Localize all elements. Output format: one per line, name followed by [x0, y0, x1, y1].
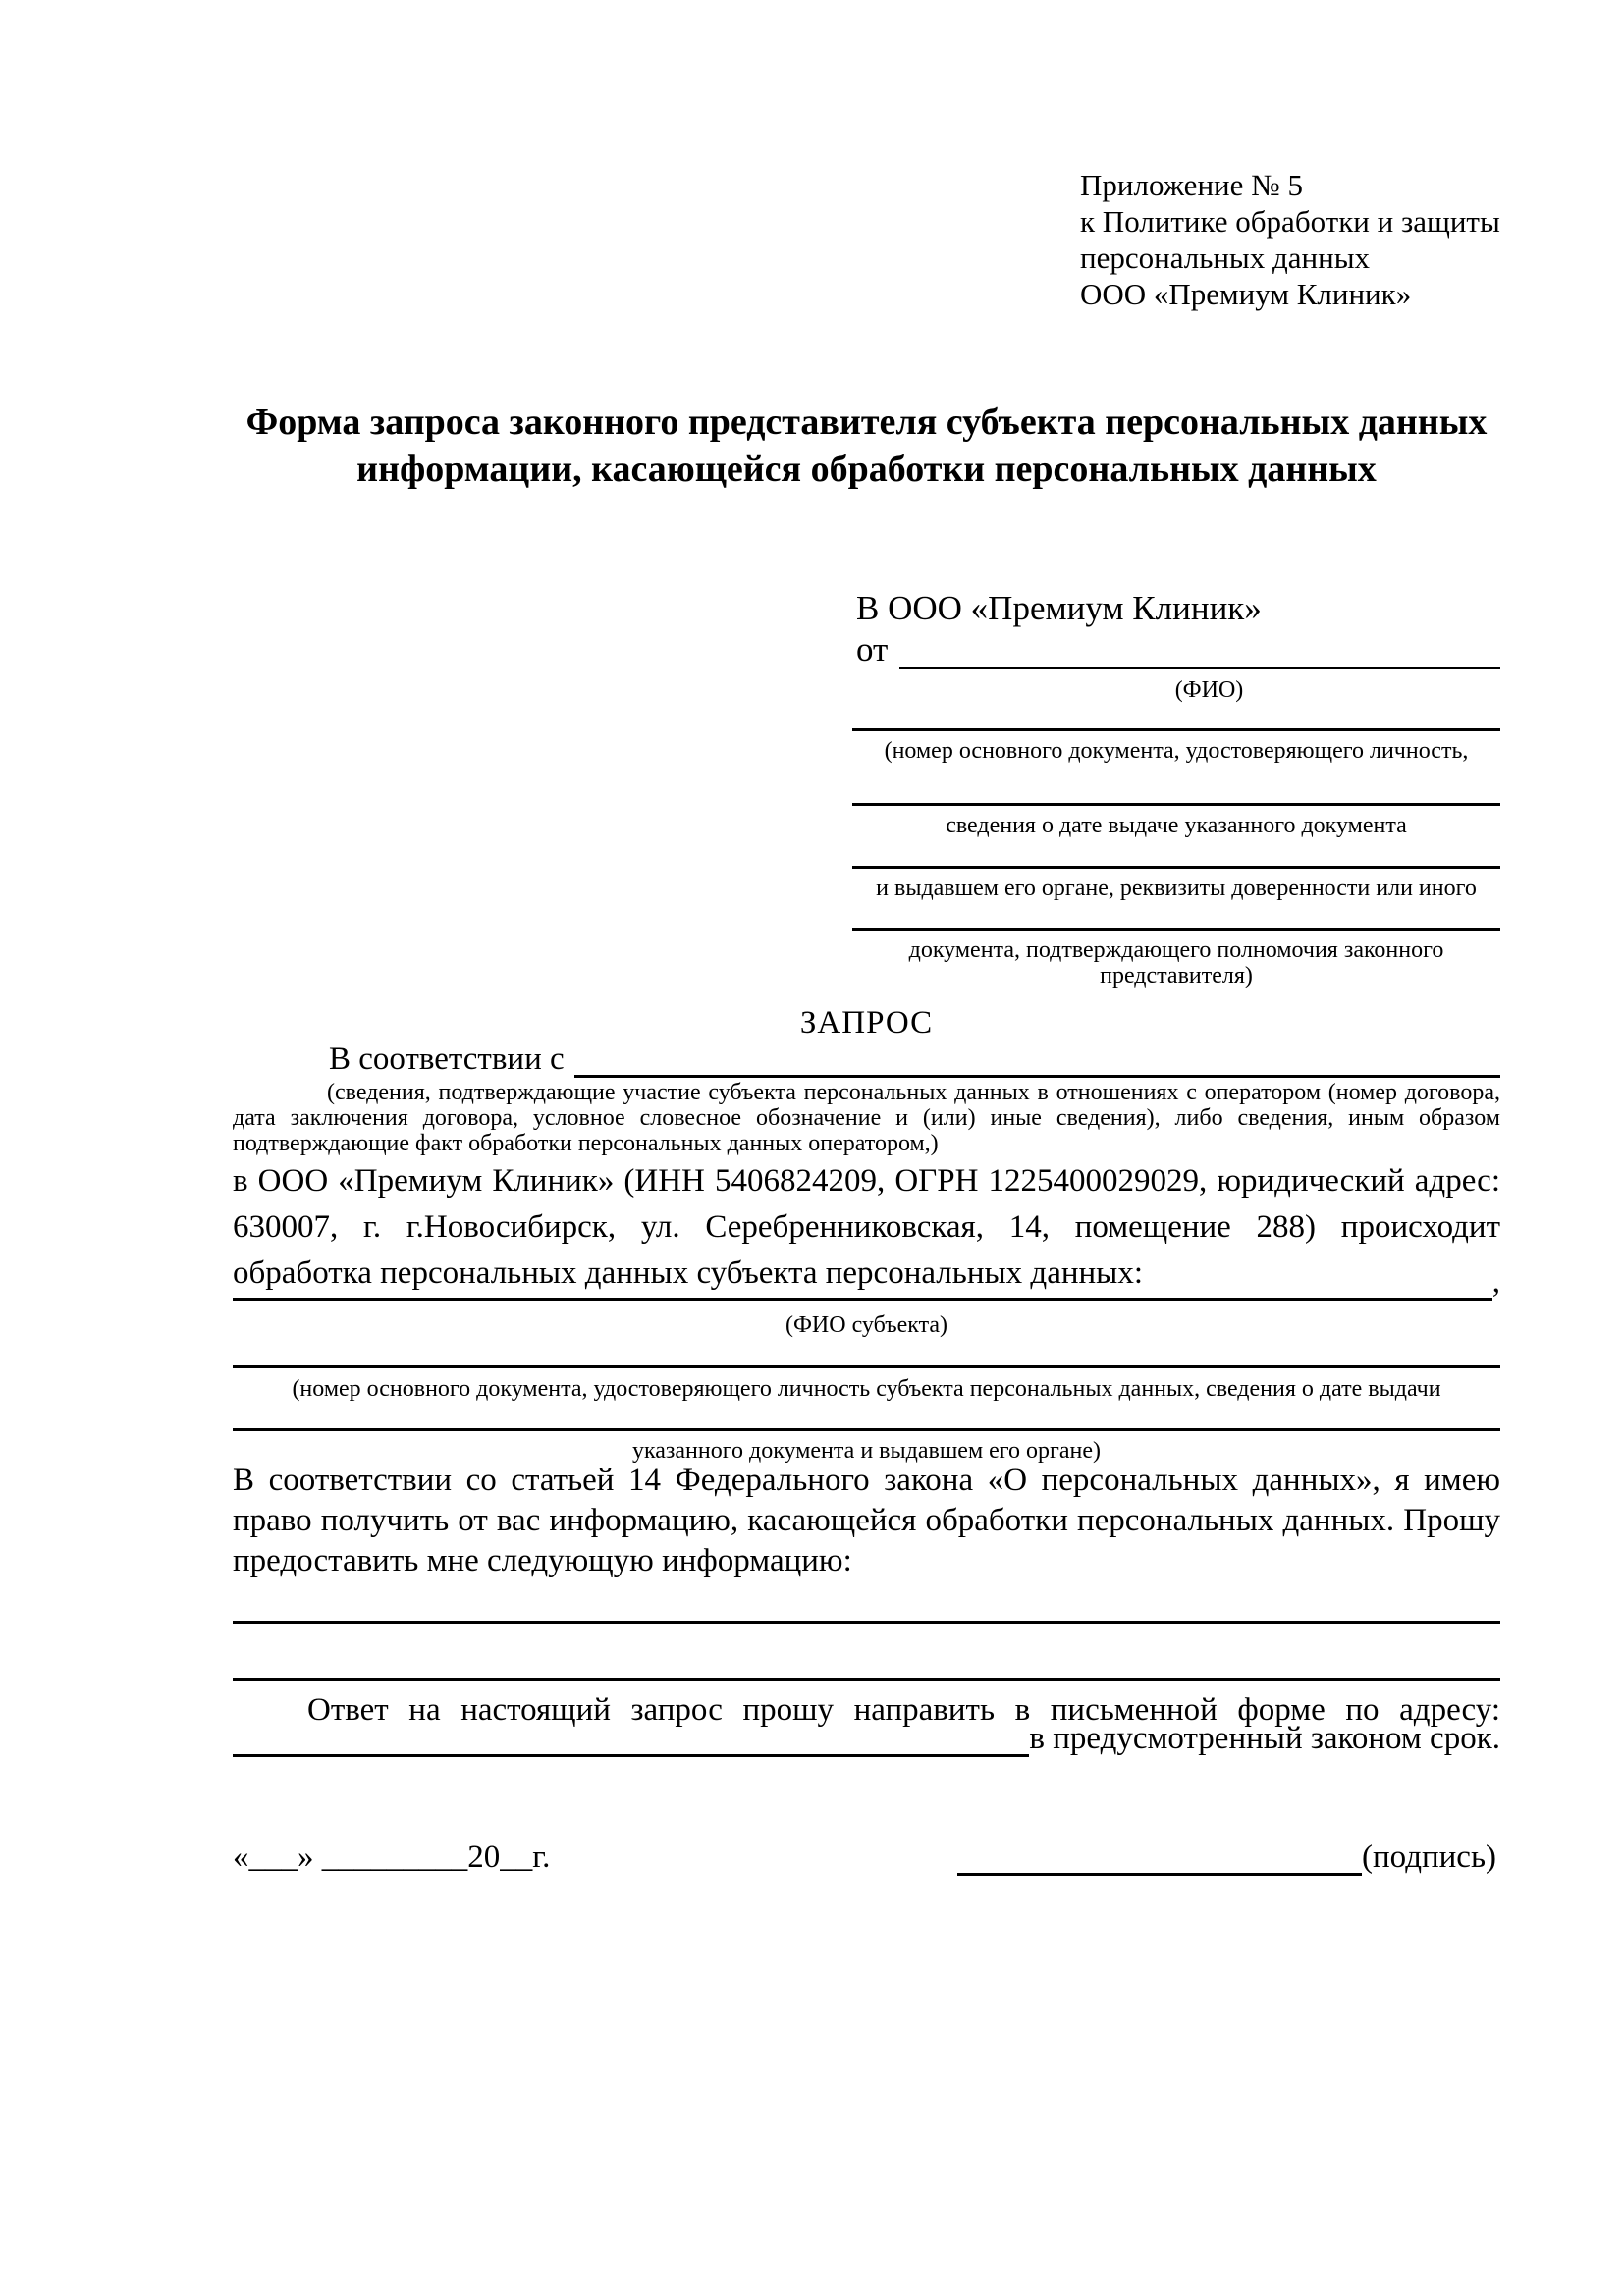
document-title-line1: Форма запроса законного представителя субъекта персональных данных — [245, 401, 1488, 443]
representative-doc-line-4 — [852, 928, 1500, 931]
appendix-number: Приложение № 5 — [1080, 168, 1303, 202]
response-suffix: в предусмотренный законом срок. — [1029, 1721, 1500, 1756]
appendix-company: ООО «Премиум Клиник» — [1080, 277, 1412, 311]
accordance-field-row — [233, 1039, 1500, 1078]
representative-doc-caption-1: (номер основного документа, удостоверяющего личность, — [884, 738, 1469, 764]
response-paragraph: Ответ на настоящий запрос прошу направить в письменной форме по адресу: — [307, 1692, 1500, 1728]
document-title-line2: информации, касающейся обработки персональных данных — [356, 449, 1377, 490]
representative-doc-line-1 — [852, 728, 1500, 731]
response-address-row — [233, 1722, 1500, 1757]
document-title — [233, 399, 1500, 493]
accordance-fill-line — [574, 1036, 1500, 1078]
law-paragraph: В соответствии со статьей 14 Федерального закона «О персональных данных», я имею право получить от вас информацию, касающейся обработки персональных данных. Прошу предоставить мне следующую информацию: — [233, 1463, 1500, 1578]
from-field-row — [856, 628, 1500, 669]
appendix-header — [1080, 167, 1500, 312]
appendix-policy-line: к Политике обработки и защиты — [1080, 204, 1500, 239]
appendix-policy-line2: персональных данных — [1080, 240, 1371, 275]
representative-doc-caption-3: и выдавшем его органе, реквизиты доверенности или иного — [876, 876, 1477, 901]
subject-fio-row — [233, 1264, 1500, 1301]
info-blank-line-2 — [233, 1678, 1500, 1681]
signature-group — [957, 1838, 1496, 1876]
subject-fio-comma: , — [1491, 1264, 1500, 1300]
subject-doc-caption-2: указанного документа и выдавшем его органе) — [631, 1438, 1102, 1464]
accordance-lead: В соответствии с — [329, 1041, 565, 1077]
representative-doc-caption-4: документа, подтверждающего полномочия законного представителя) — [908, 937, 1444, 988]
info-blank-line-1 — [233, 1621, 1500, 1624]
footer-row — [233, 1838, 1496, 1876]
accordance-note: (сведения, подтверждающие участие субъекта персональных данных в отношениях с оператором (номер договора, дата заключения договора, условное словесное обозначение и (или) иные сведения), либо сведения, иным образом подтверждающие факт обработки персональных данных оператором,) — [233, 1080, 1500, 1156]
subject-doc-line-2 — [233, 1428, 1500, 1431]
fio-caption: (ФИО) — [1174, 677, 1244, 703]
subject-fio-caption: (ФИО субъекта) — [785, 1312, 948, 1338]
representative-doc-caption-2: сведения о дате выдаче указанного документа — [946, 813, 1407, 838]
request-heading: ЗАПРОС — [799, 1005, 934, 1041]
subject-fio-fill-line — [233, 1264, 1492, 1301]
representative-doc-line-2 — [852, 803, 1500, 806]
from-label: от — [856, 630, 889, 668]
subject-doc-caption-1: (номер основного документа, удостоверяющего личность субъекта персональных данных, сведения о дате выдачи — [292, 1376, 1441, 1402]
recipient-company: В ООО «Премиум Клиник» — [856, 589, 1262, 627]
subject-doc-line-1 — [233, 1365, 1500, 1368]
response-address-fill-line — [233, 1719, 1029, 1757]
representative-doc-line-3 — [852, 866, 1500, 869]
signature-caption: (подпись) — [1362, 1840, 1496, 1875]
from-fill-line — [899, 625, 1500, 669]
signature-fill-line — [957, 1838, 1362, 1876]
operator-paragraph: в ООО «Премиум Клиник» (ИНН 5406824209, ОГРН 1225400029029, юридический адрес: 630007, г. г.Новосибирск, ул. Серебренниковская, 14, помещение 288) происходит обработка персональных данных субъекта персональных данных: — [233, 1163, 1500, 1291]
date-field: «___» _________20__г. — [233, 1840, 551, 1875]
